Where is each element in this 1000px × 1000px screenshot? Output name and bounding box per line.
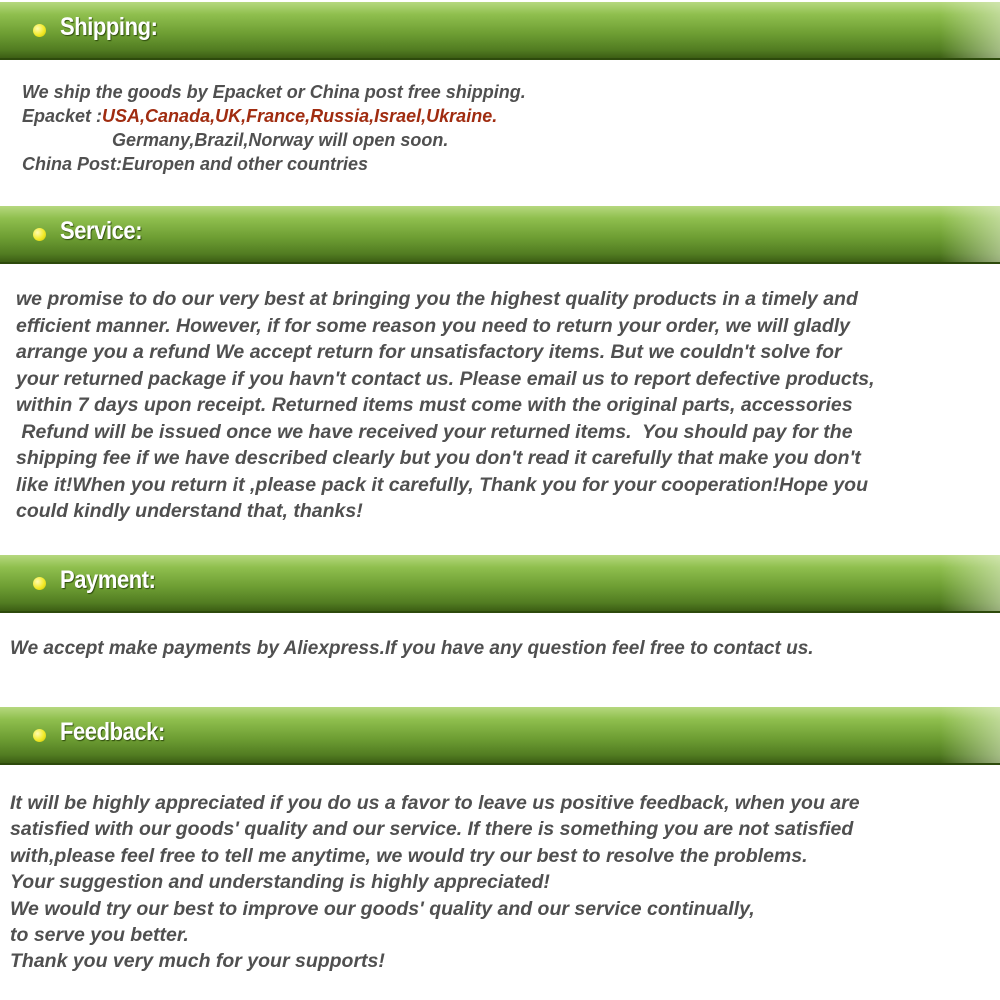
payment-line: We accept make payments by Aliexpress.If you have any question feel free to contact us. bbox=[10, 638, 814, 659]
feedback-line: to serve you better. bbox=[10, 924, 189, 947]
shipping-epacket-line bbox=[22, 104, 526, 128]
service-title: Service: bbox=[60, 217, 143, 245]
payment-text bbox=[10, 636, 814, 662]
epacket-label: Epacket : bbox=[22, 106, 103, 126]
service-banner bbox=[0, 206, 1000, 262]
shipping-line: We ship the goods by Epacket or China post free shipping. bbox=[22, 82, 526, 102]
feedback-banner bbox=[0, 707, 1000, 763]
shipping-line: China Post:Europen and other countries bbox=[22, 154, 369, 174]
bullet-dot-icon bbox=[33, 228, 46, 241]
service-line: efficient manner. However, if for some reason you need to return your order, we will gladly bbox=[16, 314, 851, 337]
payment-banner bbox=[0, 555, 1000, 611]
service-line: Refund will be issued once we have received your returned items. You should pay for the bbox=[16, 420, 853, 443]
service-line: like it!When you return it ,please pack it carefully, Thank you for your cooperation!Hope you bbox=[16, 473, 869, 496]
bullet-dot-icon bbox=[33, 729, 46, 742]
bullet-dot-icon bbox=[33, 24, 46, 37]
feedback-line: It will be highly appreciated if you do us a favor to leave us positive feedback, when you are bbox=[10, 792, 860, 814]
service-text bbox=[16, 286, 991, 525]
payment-title: Payment: bbox=[60, 566, 156, 594]
service-line: your returned package if you havn't contact us. Please email us to report defective products, bbox=[16, 367, 875, 390]
feedback-line: We would try our best to improve our goods' quality and our service continually, bbox=[10, 897, 755, 920]
feedback-line: with,please feel free to tell me anytime, we would try our best to resolve the problems. bbox=[10, 844, 808, 867]
bullet-dot-icon bbox=[33, 577, 46, 590]
feedback-line: satisfied with our goods' quality and our service. If there is something you are not satisfied bbox=[10, 818, 854, 841]
service-line: within 7 days upon receipt. Returned items must come with the original parts, accessories bbox=[16, 394, 853, 416]
shipping-banner bbox=[0, 2, 1000, 58]
shipping-line: Germany,Brazil,Norway will open soon. bbox=[112, 130, 449, 150]
shipping-title: Shipping: bbox=[60, 13, 158, 41]
service-line: we promise to do our very best at bringing you the highest quality products in a timely and bbox=[16, 288, 858, 310]
service-line: shipping fee if we have described clearly but you don't read it carefully that make you don't bbox=[16, 447, 861, 469]
feedback-title: Feedback: bbox=[60, 718, 165, 746]
service-line: arrange you a refund We accept return for unsatisfactory items. But we couldn't solve for bbox=[16, 341, 842, 363]
feedback-line: Your suggestion and understanding is highly appreciated! bbox=[10, 871, 550, 894]
shipping-text bbox=[22, 80, 526, 176]
epacket-countries: USA,Canada,UK,France,Russia,Israel,Ukraine. bbox=[102, 106, 498, 126]
feedback-text bbox=[10, 790, 860, 975]
service-line: could kindly understand that, thanks! bbox=[16, 500, 363, 522]
feedback-line: Thank you very much for your supports! bbox=[10, 950, 385, 973]
